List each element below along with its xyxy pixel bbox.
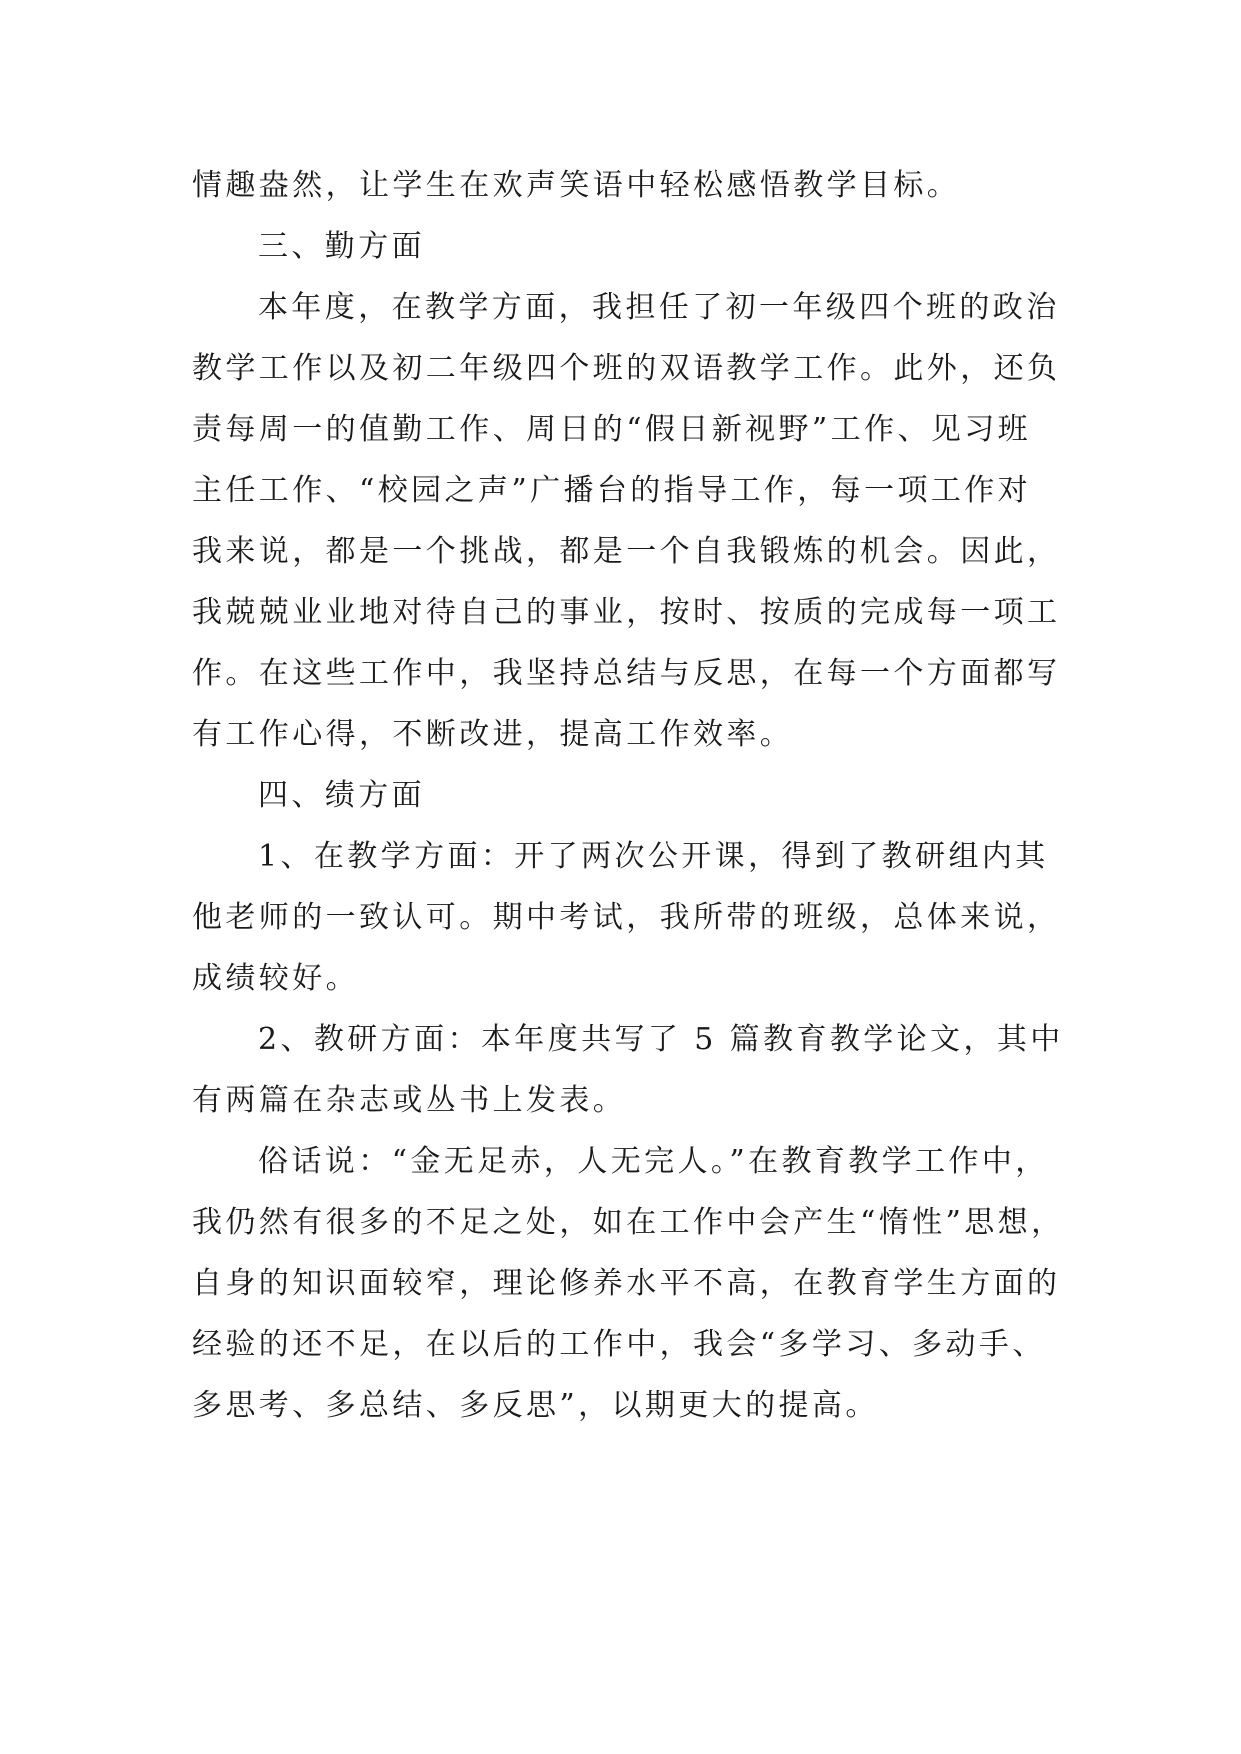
- text-line: 主任工作、“校园之声”广播台的指导工作，每一项工作对: [192, 473, 1032, 508]
- text-line: 自身的知识面较窄，理论修养水平不高，在教育学生方面的: [192, 1266, 1061, 1301]
- document-body: [192, 155, 1065, 1436]
- text-line: 我兢兢业业地对待自己的事业，按时、按质的完成每一项工: [192, 595, 1061, 630]
- section-heading: 四、绩方面: [258, 778, 425, 813]
- text-line: 2、教研方面：本年度共写了 5 篇教育教学论文，其中: [258, 1022, 1064, 1057]
- text-line: 俗话说：“金无足赤，人无完人。”在教育教学工作中，: [258, 1144, 1049, 1179]
- text-line: 我仍然有很多的不足之处，如在工作中会产生“惰性”思想，: [192, 1205, 1065, 1240]
- text-line: 经验的还不足，在以后的工作中，我会“多学习、多动手、: [192, 1327, 1046, 1362]
- text-line: 情趣盎然，让学生在欢声笑语中轻松感悟教学目标。: [192, 168, 961, 203]
- text-line: 教学工作以及初二年级四个班的双语教学工作。此外，还负: [192, 351, 1061, 386]
- text-line: 1、在教学方面：开了两次公开课，得到了教研组内其: [258, 839, 1049, 874]
- text-line: 责每周一的值勤工作、周日的“假日新视野”工作、见习班: [192, 412, 1032, 447]
- text-line: 我来说，都是一个挑战，都是一个自我锻炼的机会。因此，: [192, 534, 1061, 569]
- text-line: 多思考、多总结、多反思”，以期更大的提高。: [192, 1388, 879, 1423]
- section-heading: 三、勤方面: [258, 229, 425, 264]
- text-line: 作。在这些工作中，我坚持总结与反思，在每一个方面都写: [192, 656, 1061, 691]
- text-line: 有两篇在杂志或丛书上发表。: [192, 1083, 627, 1118]
- text-line: 他老师的一致认可。期中考试，我所带的班级，总体来说，: [192, 900, 1061, 935]
- text-line: 本年度，在教学方面，我担任了初一年级四个班的政治: [258, 290, 1060, 325]
- text-line: 成绩较好。: [192, 961, 359, 996]
- text-line: 有工作心得，不断改进，提高工作效率。: [192, 717, 794, 752]
